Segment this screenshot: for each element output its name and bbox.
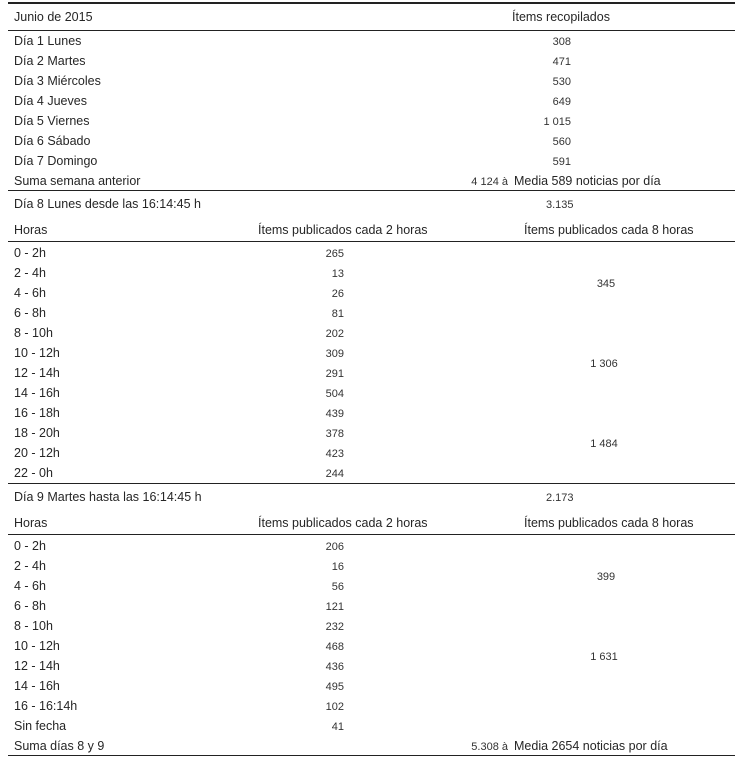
day8-header-rule	[8, 241, 735, 242]
day9-hour-label: 16 - 16:14h	[14, 699, 78, 713]
day8-hour-label: 10 - 12h	[14, 346, 60, 360]
day9-hour-value: 495	[325, 681, 344, 693]
week-row-label: Día 1 Lunes	[14, 34, 82, 48]
day9-8h-block-value: 1 631	[590, 651, 618, 663]
day9-hour-label: 10 - 12h	[14, 639, 60, 653]
day9-header-rule	[8, 534, 735, 535]
day8-hour-label: 22 - 0h	[14, 466, 53, 480]
day8-hour-value: 265	[325, 248, 344, 260]
day8-hour-label: 14 - 16h	[14, 386, 60, 400]
table-bottom-rule	[8, 755, 735, 756]
day9-hour-label: 12 - 14h	[14, 659, 60, 673]
day8-hour-value: 378	[325, 428, 344, 440]
day9-hour-value: 468	[325, 641, 344, 653]
week-row-value: 591	[552, 156, 571, 168]
week-average-note: Media 589 noticias por día	[514, 174, 661, 188]
days-sum-label: Suma días 8 y 9	[14, 739, 105, 753]
week-row-value: 530	[552, 76, 571, 88]
day9-hours-header: Horas	[14, 516, 48, 530]
week-row-value: 649	[552, 96, 571, 108]
days-average-note: Media 2654 noticias por día	[514, 739, 668, 753]
day8-8h-header: Ítems publicados cada 8 horas	[524, 223, 694, 237]
week-row-value: 1 015	[543, 116, 571, 128]
day8-hour-value: 291	[325, 368, 344, 380]
week-row-label: Día 7 Domingo	[14, 154, 98, 168]
day8-hour-label: 2 - 4h	[14, 266, 46, 280]
day9-8h-block-value: 399	[596, 571, 616, 583]
items-collected-header: Ítems recopilados	[512, 10, 610, 24]
week-sum-value: 4 124 à	[471, 176, 508, 188]
week-row-label: Día 3 Miércoles	[14, 74, 101, 88]
day8-hour-label: 18 - 20h	[14, 426, 60, 440]
day8-hour-value: 13	[331, 268, 344, 280]
day8-hour-label: 20 - 12h	[14, 446, 60, 460]
day8-hour-label: 4 - 6h	[14, 286, 46, 300]
week-row-value: 560	[552, 136, 571, 148]
week-row-label: Día 5 Viernes	[14, 114, 90, 128]
header-rule	[8, 30, 735, 31]
day8-hour-label: 16 - 18h	[14, 406, 60, 420]
day9-hour-value: 102	[325, 701, 344, 713]
day9-2h-header: Ítems publicados cada 2 horas	[258, 516, 428, 530]
day9-hour-value: 436	[325, 661, 344, 673]
week-sum-label: Suma semana anterior	[14, 174, 141, 188]
day9-hour-value: 121	[325, 601, 344, 613]
day8-end-rule	[8, 483, 735, 484]
table-title: Junio de 2015	[14, 10, 93, 24]
day9-hour-label: 4 - 6h	[14, 579, 46, 593]
day9-hour-value: 206	[325, 541, 344, 553]
day8-hour-label: 12 - 14h	[14, 366, 60, 380]
table-top-rule	[8, 2, 735, 4]
day9-hour-value: 16	[331, 561, 344, 573]
day8-hour-value: 26	[331, 288, 344, 300]
day9-hour-value: 56	[331, 581, 344, 593]
week-row-label: Día 2 Martes	[14, 54, 86, 68]
day8-hour-label: 0 - 2h	[14, 246, 46, 260]
days-sum-value: 5.308 à	[471, 741, 508, 753]
day9-hour-label: 2 - 4h	[14, 559, 46, 573]
day9-hour-label: 14 - 16h	[14, 679, 60, 693]
day9-hour-value: 232	[325, 621, 344, 633]
day8-total: 3.135	[546, 199, 574, 211]
day9-hour-label: 0 - 2h	[14, 539, 46, 553]
day8-2h-header: Ítems publicados cada 2 horas	[258, 223, 428, 237]
day8-hour-label: 8 - 10h	[14, 326, 53, 340]
day9-hour-label: 8 - 10h	[14, 619, 53, 633]
week-row-value: 308	[552, 36, 571, 48]
day9-title: Día 9 Martes hasta las 16:14:45 h	[14, 490, 202, 504]
day8-title: Día 8 Lunes desde las 16:14:45 h	[14, 197, 201, 211]
day8-8h-block-value: 1 484	[590, 438, 618, 450]
day9-hour-label: 6 - 8h	[14, 599, 46, 613]
week-row-value: 471	[552, 56, 571, 68]
day8-hour-value: 504	[325, 388, 344, 400]
day8-hour-value: 309	[325, 348, 344, 360]
day8-hour-value: 81	[331, 308, 344, 320]
day9-total: 2.173	[546, 492, 574, 504]
week-row-label: Día 4 Jueves	[14, 94, 87, 108]
week-row-label: Día 6 Sábado	[14, 134, 91, 148]
day8-hour-value: 202	[325, 328, 344, 340]
week-sum-rule	[8, 190, 735, 191]
day9-hour-value: 41	[331, 721, 344, 733]
day8-hour-value: 423	[325, 448, 344, 460]
day8-hour-value: 244	[325, 468, 344, 480]
day8-8h-block-value: 1 306	[590, 358, 618, 370]
day8-hour-label: 6 - 8h	[14, 306, 46, 320]
day8-hours-header: Horas	[14, 223, 48, 237]
day9-8h-header: Ítems publicados cada 8 horas	[524, 516, 694, 530]
day9-hour-label: Sin fecha	[14, 719, 67, 733]
day8-8h-block-value: 345	[596, 278, 616, 290]
day8-hour-value: 439	[325, 408, 344, 420]
